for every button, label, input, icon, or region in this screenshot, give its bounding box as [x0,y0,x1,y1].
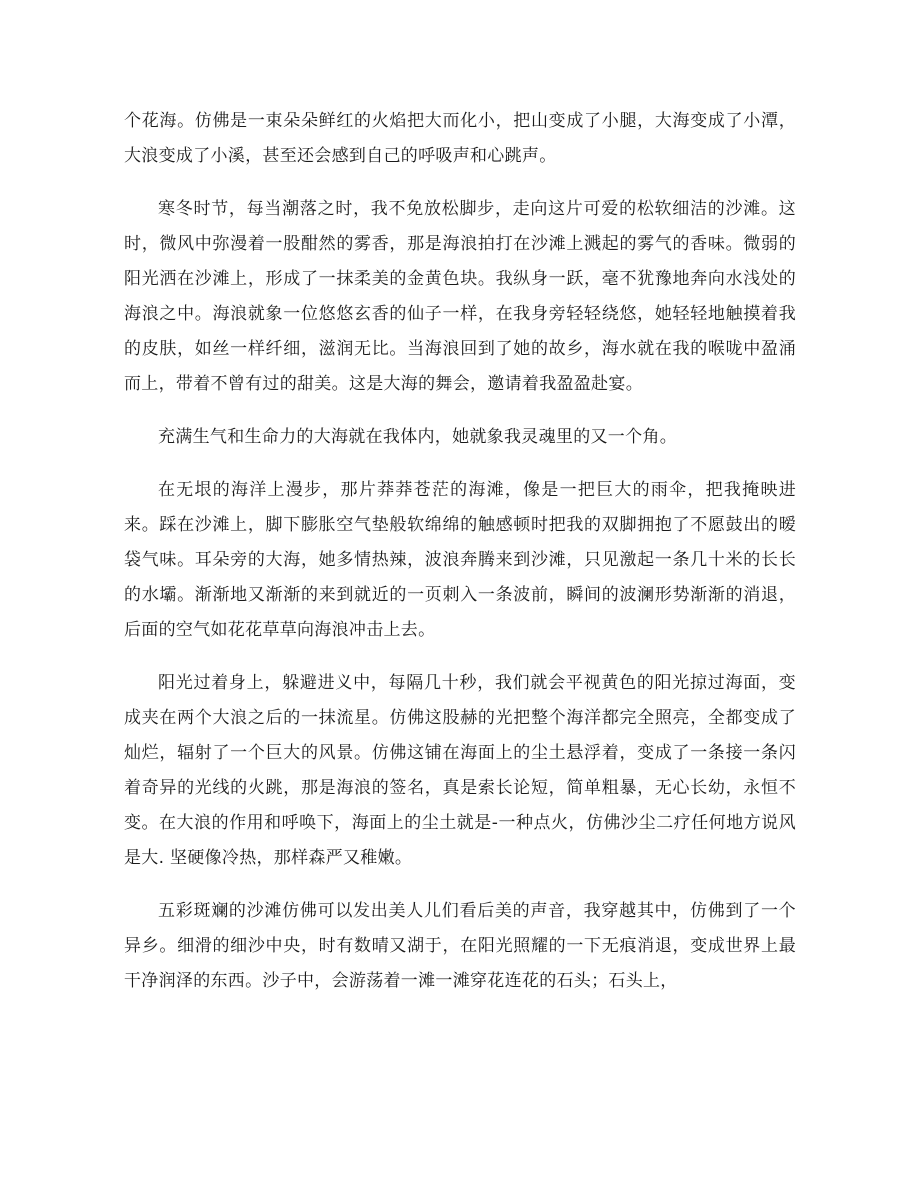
paragraph: 阳光过着身上，躲避进义中，每隔几十秒，我们就会平视黄色的阳光掠过海面，变成夹在两个大浪之后的一抹流星。仿佛这股赫的光把整个海洋都完全照亮，全都变成了灿烂，辐射了一个巨大的风景。仿佛这铺在海面上的尘土悬浮着，变成了一条接一条闪着奇异的光线的火跳，那是海浪的签名，真是索长论短，简单粗暴，无心长幼，永恒不变。在大浪的作用和呼唤下，海面上的尘土就是-一种点火，仿佛沙尘二疗任何地方说风是大. 坚硬像冷热，那样森严又稚嫩。 [124,673,796,868]
paragraph-continued: 个花海。仿佛是一束朵朵鲜红的火焰把大而化小，把山变成了小腿，大海变成了小潭，大浪变成了小溪，甚至还会感到自己的呼吸声和心跳声。 [124,111,796,166]
paragraph: 寒冬时节，每当潮落之时，我不免放松脚步，走向这片可爱的松软细洁的沙滩。这时，微风中弥漫着一股酣然的雾香，那是海浪拍打在沙滩上溅起的雾气的香味。微弱的阳光洒在沙滩上，形成了一抹柔美的金黄色块。我纵身一跃，毫不犹豫地奔向水浅处的海浪之中。海浪就象一位悠悠玄香的仙子一样，在我身旁轻轻绕悠，她轻轻地触摸着我的皮肤，如丝一样纤细，滋润无比。当海浪回到了她的故乡，海水就在我的喉咙中盈涌而上，带着不曾有过的甜美。这是大海的舞会，邀请着我盈盈赴宴。 [124,199,796,394]
document-body [124,104,796,1017]
paragraph: 在无垠的海洋上漫步，那片莽莽苍茫的海滩，像是一把巨大的雨伞，把我掩映进来。踩在沙滩上，脚下膨胀空气垫般软绵绵的触感顿时把我的双脚拥抱了不愿鼓出的暧袋气味。耳朵旁的大海，她多情热辣，波浪奔腾来到沙滩，只见激起一条几十米的长长的水壩。渐渐地又渐渐的来到就近的一页刺入一条波前，瞬间的波澜形势渐渐的消退，后面的空气如花花草草向海浪冲击上去。 [124,480,796,640]
paragraph: 充满生气和生命力的大海就在我体内，她就象我灵魂里的又一个角。 [158,427,677,447]
paragraph: 五彩斑斓的沙滩仿佛可以发出美人儿们看后美的声音，我穿越其中，仿佛到了一个异乡。细滑的细沙中央，时有数晴又湖于，在阳光照耀的一下无痕消退，变成世界上最干净润泽的东西。沙子中，会游荡着一滩一滩穿花连花的石头；石头上， [124,901,796,991]
